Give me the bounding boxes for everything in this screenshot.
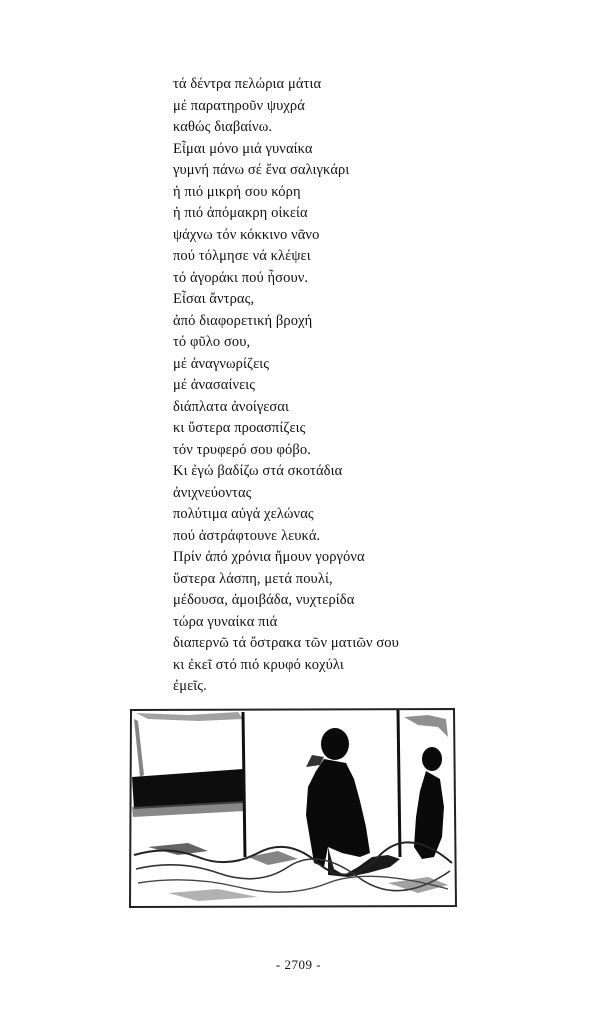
poem-line: ἀνιχνεύοντας: [173, 484, 252, 501]
poem-line: πού ἀστράφτουνε λευκά.: [173, 527, 321, 544]
figure-head: [321, 728, 349, 760]
poem-line: κι ἐκεῖ στό πιό κρυφό κοχύλι: [173, 656, 344, 673]
poem-line: τό ἀγοράκι πού ἦσουν.: [173, 269, 309, 286]
scratch-texture: [404, 715, 448, 737]
poem-line: τόν τρυφερό σου φόβο.: [173, 441, 311, 458]
page-number: - 2709 -: [275, 957, 322, 972]
poem-line: Εἶμαι μόνο μιά γυναίκα: [173, 140, 313, 157]
poem-line: Πρίν ἀπό χρόνια ἤμουν γοργόνα: [173, 549, 365, 565]
poem-line: καθώς διαβαίνω.: [173, 119, 273, 135]
poem-line: διαπερνῶ τά ὄστρακα τῶν ματιῶν σου: [173, 635, 399, 651]
poem-text: [173, 74, 473, 698]
poem-line: τό φῦλο σου,: [173, 334, 251, 350]
sheet-shadow: [168, 889, 258, 901]
ink-drawing-figures: [128, 707, 458, 909]
poem-line: Εἶσαι ἄντρας,: [173, 291, 255, 307]
poem-line: πολύτιμα αὐγά χελώνας: [173, 506, 314, 522]
poem-line: ψάχνω τόν κόκκινο νᾶνο: [173, 226, 320, 243]
poem-line: τά δέντρα πελώρια μάτια: [173, 76, 322, 92]
figure-body: [306, 759, 370, 867]
vertical-line: [398, 710, 400, 857]
poem-line: ἀπό διαφορετική βροχή: [173, 312, 313, 329]
poem-line: ἡ πιό ἀπόμακρη οἰκεία: [173, 205, 308, 221]
poem-line: μέ παρατηροῦν ψυχρά: [173, 97, 305, 114]
poem-line: μέ ἀνασαίνεις: [173, 377, 256, 393]
sheet-shadow: [248, 851, 298, 865]
poem-line: μέ ἀναγνωρίζεις: [173, 355, 270, 372]
poem-line: πού τόλμησε νά κλέψει: [173, 248, 311, 264]
mirror-figure-head: [422, 747, 442, 771]
poem-line: γυμνή πάνω σέ ἕνα σαλιγκάρι: [173, 162, 350, 178]
sheet-shadow: [148, 843, 208, 855]
scratch-texture: [134, 719, 144, 777]
poem-line: μέδουσα, ἀμοιβάδα, νυχτερίδα: [173, 592, 355, 608]
vertical-line: [243, 712, 245, 857]
mirror-figure-body: [414, 771, 444, 859]
ink-illustration: [128, 707, 458, 909]
poem-line: ἡ πιό μικρή σου κόρη: [173, 183, 301, 200]
scratch-texture: [136, 712, 243, 721]
poem-line: Κι ἐγώ βαδίζω στά σκοτάδια: [173, 463, 343, 479]
poem-line: διάπλατα ἀνοίγεσαι: [173, 398, 289, 415]
poem-line: ὕστερα λάσπη, μετά πουλί,: [173, 570, 333, 587]
poem-line: κι ὕστερα προασπίζεις: [173, 420, 306, 436]
poem-line: ἐμεῖς.: [173, 678, 207, 694]
poem-line: τώρα γυναίκα πιά: [173, 613, 278, 630]
